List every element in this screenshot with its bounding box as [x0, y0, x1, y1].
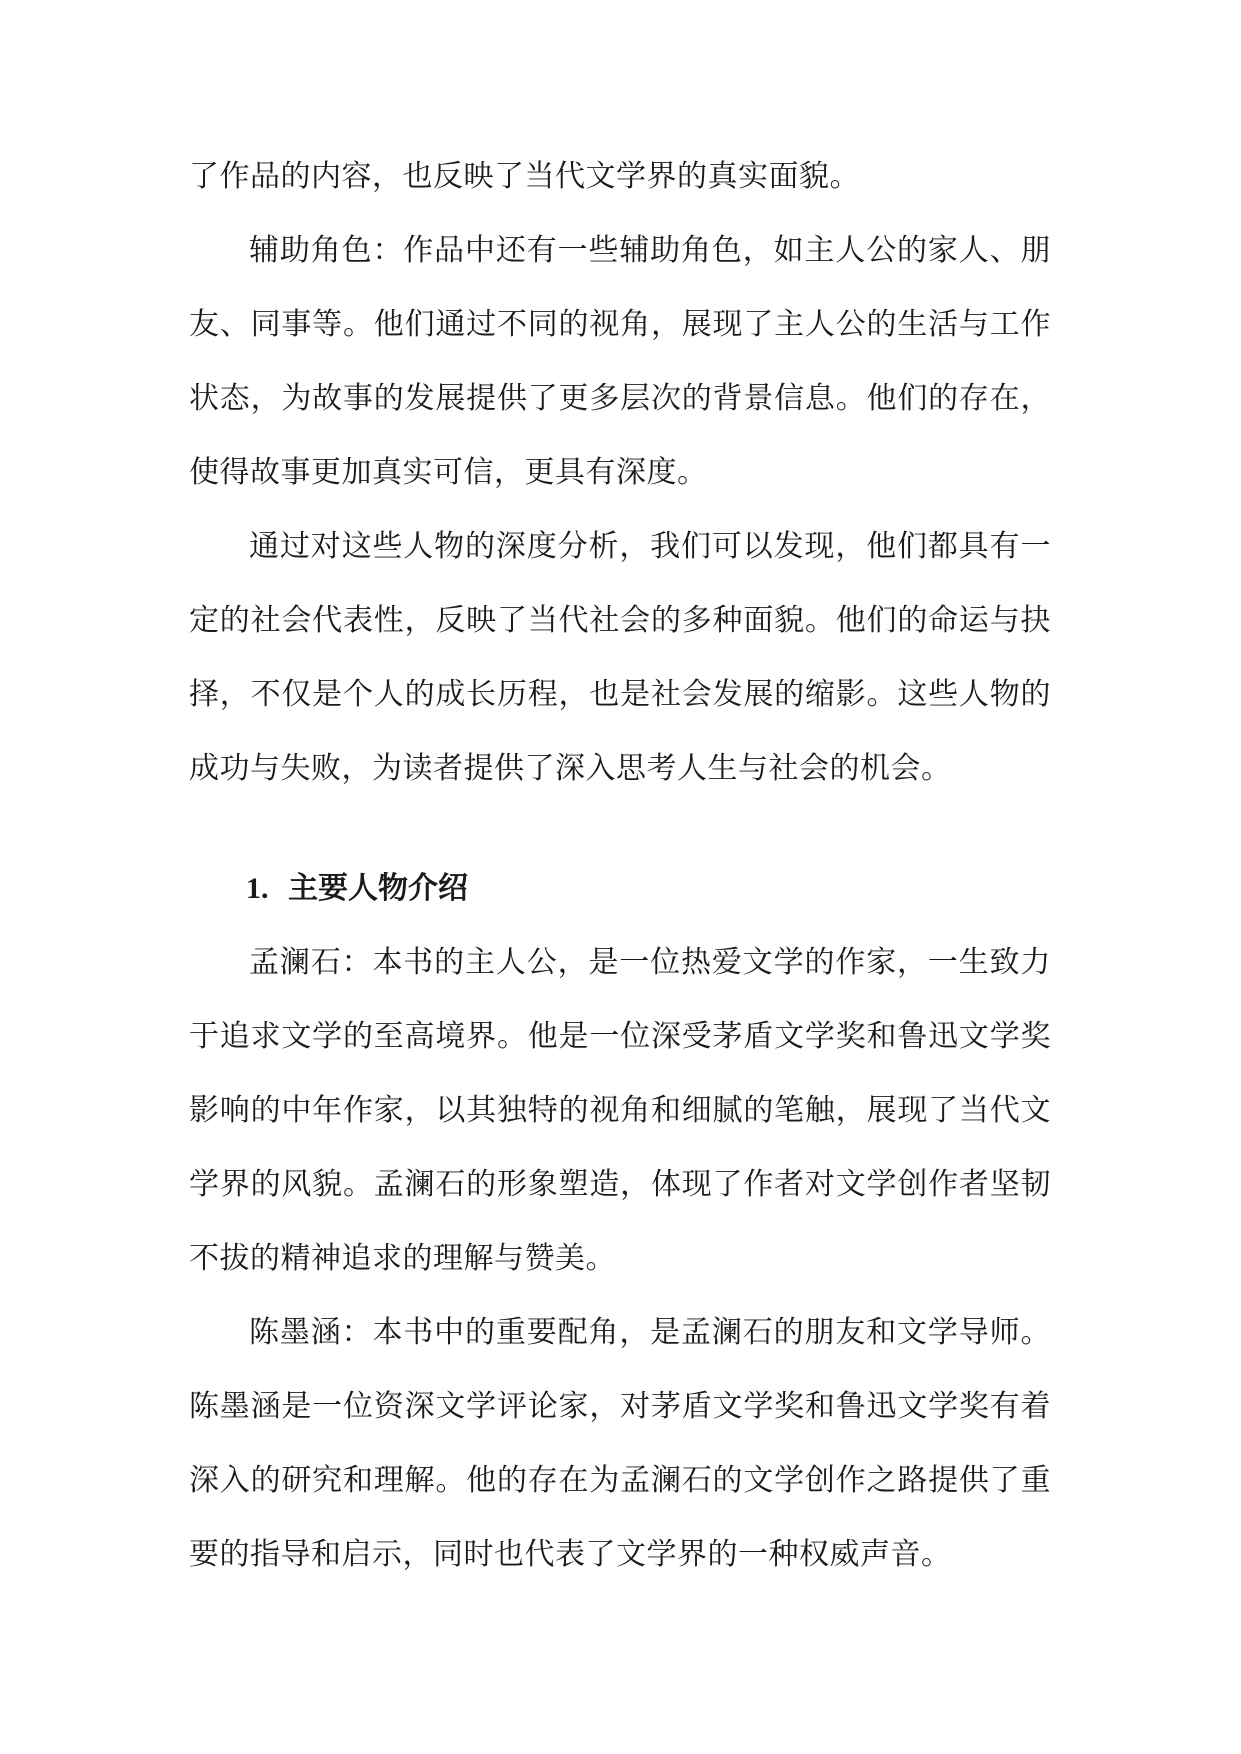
section-heading — [189, 852, 1051, 926]
paragraph-continuation: 了作品的内容，也反映了当代文学界的真实面貌。 — [189, 159, 860, 194]
paragraph-character-analysis: 通过对这些人物的深度分析，我们可以发现，他们都具有一定的社会代表性，反映了当代社会的多种面貌。他们的命运与抉择，不仅是个人的成长历程，也是社会发展的缩影。这些人物的成功与失败，为读者提供了深入思考人生与社会的机会。 — [189, 529, 1051, 786]
paragraph-mentor: 陈墨涵：本书中的重要配角，是孟澜石的朋友和文学导师。陈墨涵是一位资深文学评论家，对茅盾文学奖和鲁迅文学奖有着深入的研究和理解。他的存在为孟澜石的文学创作之路提供了重要的指导和启示，同时也代表了文学界的一种权威声音。 — [189, 1315, 1051, 1572]
section-title: 主要人物介绍 — [288, 871, 468, 906]
paragraph-protagonist: 孟澜石：本书的主人公，是一位热爱文学的作家，一生致力于追求文学的至高境界。他是一位深受茅盾文学奖和鲁迅文学奖影响的中年作家，以其独特的视角和细腻的笔触，展现了当代文学界的风貌。孟澜石的形象塑造，体现了作者对文学创作者坚韧不拔的精神追求的理解与赞美。 — [189, 945, 1051, 1276]
section-number: 1. — [246, 872, 269, 905]
document-page — [189, 140, 1051, 1592]
paragraph-supporting-roles: 辅助角色：作品中还有一些辅助角色，如主人公的家人、朋友、同事等。他们通过不同的视角，展现了主人公的生活与工作状态，为故事的发展提供了更多层次的背景信息。他们的存在，使得故事更加真实可信，更具有深度。 — [189, 233, 1051, 490]
